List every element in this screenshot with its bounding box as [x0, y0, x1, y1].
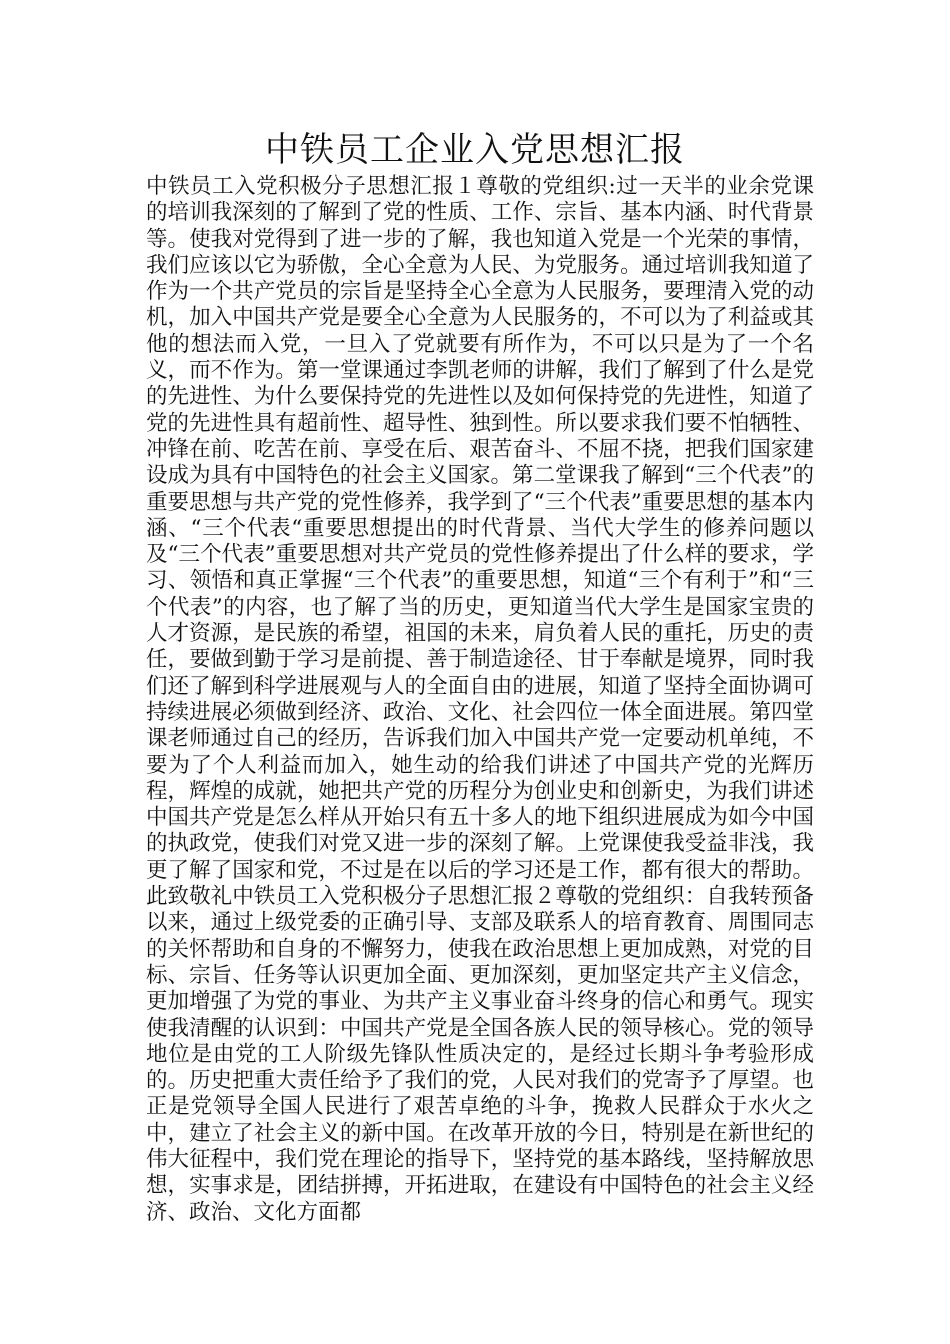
document-title: 中铁员工企业入党思想汇报: [265, 130, 685, 170]
document-body-text: 中铁员工入党积极分子思想汇报１尊敬的党组织:过一天半的业余党课的培训我深刻的了解到了党的性质、工作、宗旨、基本内涵、时代背景等。使我对党得到了进一步的了解，我也知道入党是一个光荣的事情，我们应该以它为骄傲，全心全意为人民、为党服务。通过培训我知道了作为一个共产党员的宗旨是坚持全心全意为人民服务，要理清入党的动机，加入中国共产党是要全心全意为人民服务的，不可以为了利益或其他的想法而入党，一旦入了党就要有所作为，不可以只是为了一个名义，而不作为。第一堂课通过李凯老师的讲解，我们了解到了什么是党的先进性、为什么要保持党的先进性以及如何保持党的先进性，知道了党的先进性具有超前性、超导性、独到性。所以要求我们要不怕牺牲、冲锋在前、吃苦在前、享受在后、艰苦奋斗、不屈不挠，把我们国家建设成为具有中国特色的社会主义国家。第二堂课我了解到“三个代表”的重要思想与共产党的党性修养，我学到了“三个代表”重要思想的基本内涵、“三个代表“重要思想提出的时代背景、当代大学生的修养问题以及“三个代表”重要思想对共产党员的党性修养提出了什么样的要求，学习、领悟和真正掌握“三个代表”的重要思想，知道“三个有利于”和“三个代表”的内容，也了解了当的历史，更知道当代大学生是国家宝贵的人才资源，是民族的希望，祖国的未来，肩负着人民的重托，历史的责任，要做到勤于学习是前提、善于制造途径、甘于奉献是境界，同时我们还了解到科学进展观与人的全面自由的进展，知道了坚持全面协调可持续进展必须做到经济、政治、文化、社会四位一体全面进展。第四堂课老师通过自己的经历，告诉我们加入中国共产党一定要动机单纯，不要为了个人利益而加入，她生动的给我们讲述了中国共产党的光辉历程，辉煌的成就，她把共产党的历程分为创业史和创新史，为我们讲述中国共产党是怎么样从开始只有五十多人的地下组织进展成为如今中国的执政党，使我们对党又进一步的深刻了解。上党课使我受益非浅，我更了解了国家和党，不过是在以后的学习还是工作，都有很大的帮助。此致敬礼中铁员工入党积极分子思想汇报２尊敬的党组织：自我转预备以来，通过上级党委的正确引导、支部及联系人的培育教育、周围同志的关怀帮助和自身的不懈努力，使我在政治思想上更加成熟，对党的目标、宗旨、任务等认识更加全面、更加深刻，更加坚定共产主义信念，更加增强了为党的事业、为共产主义事业奋斗终身的信心和勇气。现实使我清醒的认识到：中国共产党是全国各族人民的领导核心。党的领导地位是由党的工人阶级先锋队性质决定的，是经过长期斗争考验形成的。历史把重大责任给予了我们的党，人民对我们的党寄予了厚望。也正是党领导全国人民进行了艰苦卓绝的斗争，挽救人民群众于水火之中，建立了社会主义的新中国。在改革开放的今日，特别是在新世纪的伟大征程中，我们党在理论的指导下，坚持党的基本路线，坚持解放思想，实事求是，团结拼搏，开拓进取，在建设有中国特色的社会主义经济、政治、文化方面都: [146, 174, 814, 1225]
